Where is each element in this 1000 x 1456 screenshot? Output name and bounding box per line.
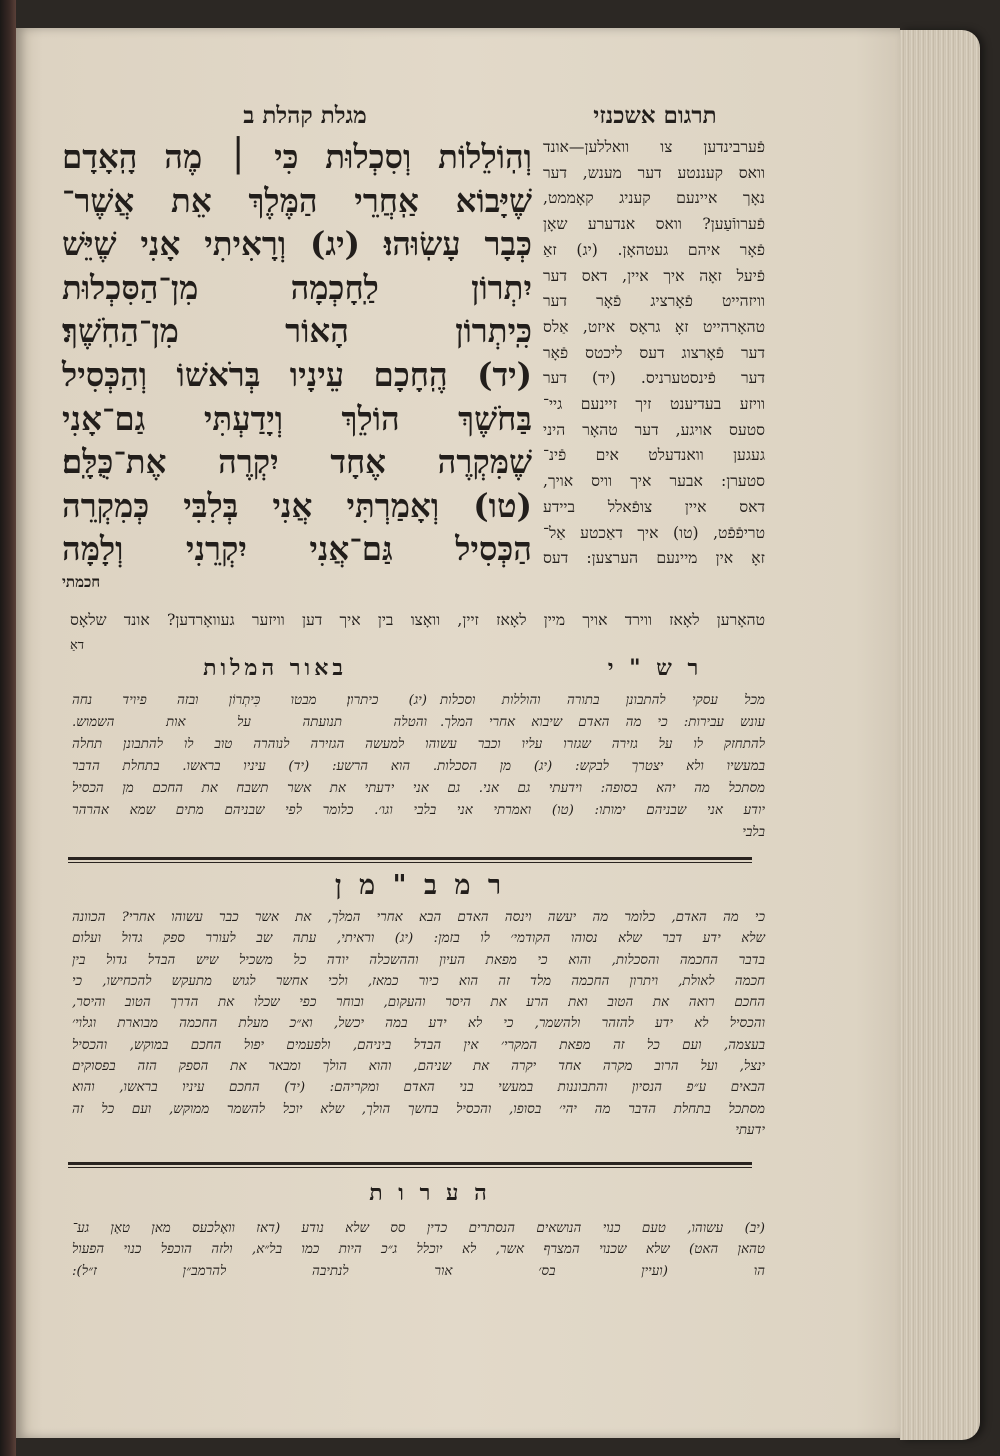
ramban-line: שלא ידע דבר שלא נסוהו הקודמי׳ לו בזמן: (יג) וראיתי, עתה שב לעורר ספק גדול ועלום bbox=[72, 931, 765, 947]
notes-line: הו (ועיין בס׳ אור לנתיבה להרמב״ן ז״ל): bbox=[72, 1263, 765, 1279]
commentary-line: מסתכל מה יהא בסופה: וידעתי גם אני. גם אני ידעתי את אשר תשבח את החכם מן הכסיל bbox=[72, 781, 765, 796]
targum-line: טהאָרהייט זאָ גראָס איזט, אַלס bbox=[543, 317, 765, 336]
commentary-line: במעשיו ולא יצטרך לבקש: (יג) מן הסכלות. הוא הרשע: (יד) עיניו בראשו. בתחלת הדבר bbox=[72, 759, 765, 774]
targum-line: וויזע בעדיענט זיך זיינעם גיי־ bbox=[543, 395, 765, 414]
ramban-line: בעצמה, ועם כל זה מפאת המקרי׳ אין הבדל ביניהם, ולפעמים יפול החכם במוקש, והכסיל bbox=[72, 1037, 765, 1053]
notes-heading: ה ע ר ו ת bbox=[369, 1180, 491, 1206]
targum-continuation bbox=[70, 608, 765, 658]
rashi-line: עונש עבירות: כי מה האדם שיבוא אחרי המלך. bbox=[440, 715, 765, 730]
ramban-commentary bbox=[72, 907, 765, 1141]
ramban-heading: ר מ ב " מ ן bbox=[334, 870, 506, 901]
section-divider-thin bbox=[68, 862, 752, 863]
ramban-line: והכסיל לא ידע להזהר ולהשמר, כי לא ידע במה יכשל, וא״כ מעלת החכמה מבוארת וגלוי׳ bbox=[72, 1016, 765, 1032]
ramban-line: בדבר החכמה והסכלות, והוא כי מפאת העיון וההשכלה יודה כל משכיל שיש הבדל גדול בין bbox=[72, 952, 765, 968]
targum-line: זאָ אין מיינעם הערצען: דעס bbox=[543, 549, 765, 568]
biur-commentary bbox=[72, 690, 427, 734]
ramban-line: חכמה לאולת, ויתרון החכמה מלד זה הוא כיור כמאז, ולכי אחשר לגוש מתעקש להכחישו, כי bbox=[72, 973, 765, 989]
page-edges bbox=[900, 30, 980, 1440]
book-cover-edge bbox=[0, 0, 16, 1456]
targum-line: סטעס אויגע, דער טהאָר היני bbox=[543, 420, 765, 439]
main-text-line: הַכְּסִיל גַּם־אֲנִי יִקְרֵנִי וְלָמָּה bbox=[62, 529, 532, 569]
biur-heading: באור המלות bbox=[203, 655, 347, 681]
section-divider bbox=[68, 857, 752, 860]
rashi-commentary bbox=[440, 690, 765, 734]
rashi-heading: ר ש " י bbox=[607, 655, 703, 681]
ramban-line: ינצל, ועל הרוב מקרה אחד יקרה את שניהם, והוא הולך ומבאר את הספק הזה בפסוקים bbox=[72, 1059, 765, 1075]
main-text-line: (יד) הֶֽחָכָם עֵינָיו בְּרֹאשׁוֹ וְהַכְּסִיל bbox=[62, 354, 532, 394]
main-text-line: וְהֽוֹלֵלוֹת וְסִכְלוּת כִּי ׀ מֶה הָֽאָדָם bbox=[62, 137, 532, 176]
biur-line: והטלה תנועתה על אות השמוש. bbox=[72, 715, 427, 730]
commentary-line: יודע אני שבניהם ימותו: (טו) ואמרתי אני בלבי וגו׳. כלומר לפי שבניהם מתים שמא אהרהר bbox=[72, 803, 765, 818]
notes-line: טהאן האט) שלא שכנוי המצרף אשר, לא יוכלל ג״כ היות כמו בל״א, ולזה הוכפל כנוי הפעול bbox=[72, 1242, 765, 1258]
section-divider-thin bbox=[68, 1167, 752, 1168]
commentary-line: בלבי bbox=[742, 825, 765, 840]
targum-line: פֿערבינדען צו וואללען—אונד bbox=[543, 138, 765, 156]
targum-line: פֿיעל זאָה איך איין, דאס דער bbox=[543, 266, 765, 285]
notes-line: (יב) עשוהו, טעם כנוי הנושאים הנסתרים כדין סס שלא נודע (דאז וואָלכעס מאן טאָן גע־ bbox=[72, 1221, 765, 1236]
targum-catchword: דאַ bbox=[70, 638, 85, 653]
main-text-line: כִּֽיתְרוֹן הָאוֹר מִן־הַחֹֽשֶׁךְ׃ bbox=[62, 311, 532, 351]
targum-line: דאס איין צופֿאלל ביידע bbox=[543, 497, 765, 516]
main-text-line: שֶׁיָּבוֹא אַֽחֲרֵי הַמֶּלֶךְ אֵת אֲשֶׁר־ bbox=[62, 180, 532, 220]
rashi-line: מכל עסקי להתבונן בתורה והוללות וסכלות bbox=[440, 693, 765, 708]
ramban-line: החכם רואה את הטוב ואת הרע את היסר והעקום, ובוחר כפי שכלו את הדרך הטוב והיסר, bbox=[72, 995, 765, 1011]
targum-line: טריפֿפֿט, (טו) איך דאַכטע אַל־ bbox=[543, 523, 765, 542]
targum-line: דער פֿינסטערניס. (יד) דער bbox=[543, 369, 765, 388]
targum-line: נאָך איינעם קעניג קאָממט, bbox=[543, 189, 765, 208]
targum-line: פֿאָר איהם געטהאָן. (יג) זאַ bbox=[543, 240, 765, 259]
commentary-line: להתחזק לו על גזירה שגזרו עליו וכבר עשוהו למעשה הגזירה לנוהרה טוב לו להתבונן תחלה bbox=[72, 737, 765, 752]
ramban-line: מסתכל בתחלת הדבר מה יהי׳ בסופו, והכסיל בחשך הולך, שלא יוכל להשמר ממוקש, ועם כל זה bbox=[72, 1101, 765, 1117]
notes-commentary bbox=[72, 1218, 765, 1282]
targum-line: וואס קעננטע דער מענש, דער bbox=[543, 163, 765, 182]
targum-line: וויזהייט פֿאָרציג פֿאָר דער bbox=[543, 292, 765, 311]
main-text-catchword: חכמתי bbox=[62, 572, 101, 591]
running-header-megillah: מגלת קהלת ב bbox=[243, 102, 367, 129]
rashi-commentary-continued bbox=[72, 734, 765, 844]
targum-line: פֿערווֿעַען? וואס אנדערע שאָן bbox=[543, 215, 765, 234]
main-text-line: יִתְרוֹן לַֽחָכְמָה מִן־הַסִּכְלוּת bbox=[62, 267, 532, 307]
main-text-line: כְּבָר עָשֽׂוּהוּ׃ (יג) וְרָאִיתִי אָנִי שֶׁיֵּשׁ bbox=[62, 224, 532, 264]
main-biblical-text bbox=[62, 135, 532, 593]
targum-line: סטערן: אבער איך וויס אויך, bbox=[543, 472, 765, 491]
ramban-line: כי מה האדם, כלומר מה יעשה וינסה האדם הבא אחרי המלך, את אשר כבר עשוהו אחרי? הכוונה bbox=[72, 910, 765, 925]
biur-line: (יג) כיתרון׃ מבטו כִּיתְרוֹן ובזה פיויד נחה bbox=[72, 693, 427, 708]
running-header-targum: תרגום אשכנזי bbox=[593, 102, 717, 129]
targum-line: געגען וואנדעלט אים פֿינ־ bbox=[543, 446, 765, 465]
section-divider bbox=[68, 1162, 752, 1165]
targum-line: דער פֿאָרצוג דעס ליכטס פֿאָר bbox=[543, 343, 765, 362]
ramban-line: ידעתי bbox=[735, 1122, 765, 1138]
ramban-line: הבאים ע״פ הנסיון והתבוננות במעשי בני האדם ומקריהם: (יד) החכם עיניו בראשו, והוא bbox=[72, 1080, 765, 1096]
main-text-line: (טו) וְאָמַרְתִּי אֲנִי בְּלִבִּי כְּמִקְרֵה bbox=[62, 485, 532, 525]
main-text-line: בַּחֹשֶׁךְ הוֹלֵךְ וְיָדַעְתִּי גַם־אָנִי bbox=[62, 398, 532, 438]
targum-continuation-line: טהאָרען לאָאז ווירד אויך מיין לאָאז זיין, וואָצו בין איך דען וויזער געוואָרדען? אונד שלאָס bbox=[70, 611, 765, 629]
main-text-line: שֶׁמִּקְרֶה אֶחָד יִקְרֶה אֶת־כֻּלָּֽם׃ bbox=[62, 442, 532, 482]
targum-column bbox=[543, 135, 765, 572]
